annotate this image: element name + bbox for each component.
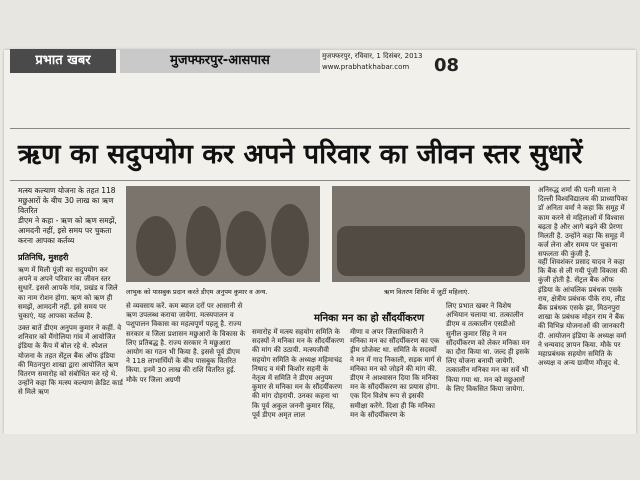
photo-dm-passbook — [126, 186, 320, 282]
photo1-caption: लाभुक को पासबुक प्रदान करते डीएम अनुपम कुमार व अन्य. — [126, 288, 268, 296]
page-number: 08 — [434, 55, 460, 76]
column-1-text: ऋण में मिली पूंजी का सदुपयोग कर अपने व अपने परिवार का जीवन स्तर सुधारें. इससे आपके गांव, प्रखंड व जिले का नाम रोशन होगा. ऋण को ऋण ही समझें, आमदनी नहीं. इसे समय पर चुकाएं, यह आपका कर्तव्य है. — [18, 266, 118, 321]
masthead — [10, 47, 310, 75]
headline-bottom-rule — [10, 180, 630, 181]
headline-top-rule — [10, 128, 630, 129]
background-top — [0, 0, 640, 50]
column-5-text: लिए प्रभात खबर ने विशेष अभियान चलाया था. तत्कालीन डीएम व तत्कालीन एसडीओ सुनील कुमार सिंह ने मन सौंदर्यीकरण को लेकर मनिका मन का दौरा किया था. जल्द ही इसके लिए योजना बनायी जायेगी. तत्कालीन मनिका मन का सर्वे भी किया गया था. मन को मछुआरों के लिए विकसित किया जायेगा. — [446, 302, 530, 393]
column-6b-text: वहीं शिवशंकर प्रसाद यादव ने कहा कि बैंक से ली गयी पूंजी विकास की कुंजी होती है. सेंट्रल बैंक ऑफ इंडिया के आंचलिक प्रबंधक एसके राय, क्षेत्रीय प्रबंधक पीके राय, लीड बैंक प्रबंधक एसके झा, मिठनपुरा शाखा के प्रबंधक मोहन राम ने बैंक की विभिन्न योजनाओं की जानकारी दी. आयोजन इंडिया के अध्यक्ष वर्मा ने धन्यवाद ज्ञापन किया. मौके पर महाप्रबंधक सहयोग समिति के अध्यक्ष व अन्य ग्रामीण मौजूद थे. — [538, 258, 628, 368]
brand-logo: प्रभात खबर — [10, 49, 116, 73]
byline: प्रतिनिधि, मुशहरी — [18, 253, 69, 262]
section-banner: मुजफ्फरपुर-आसपास — [120, 49, 320, 73]
column-1b-text: उक्त बातें डीएम अनुपम कुमार ने कहीं. वे शनिवार को मैंगोलिया गांव में आयोजित इंडिया के कैंप में बोल रहे थे. स्पेशल योजना के तहत सेंट्रल बैंक ऑफ इंडिया की मिठनपुरा शाखा द्वारा आयोजित ऋण वितरण समारोह को संबोधित कर रहे थे. उन्होंने कहा कि मत्स्य कल्याण क्रेडिट कार्ड से मिले ऋण — [18, 324, 123, 397]
background-bottom — [0, 434, 640, 480]
column-4-text: मीणा व अपर जिलाधिकारी ने मनिका मन का सौंदर्यीकरण का एक ड्रीम प्रोजेक्ट था. समिति के सदस्यों ने मन में गाद निकाली, सड़क मार्ग से मनिका मन को जोड़ने की मांग की. डीएम ने आश्वासन दिया कि मनिका मन के सौंदर्यीकरण का प्रयास होगा. एक दिन विशेष रूप से इसकी समीक्षा करेंगे. दिशा ही कि मनिका मन के सौंदर्यीकरण के — [350, 328, 442, 419]
column-3-text: समारोह में मत्स्य सहयोग समिति के सदस्यों ने मनिका मन के सौंदर्यीकरण की मांग की उठायी. मत्स्यजीवी सहयोग समिति के अध्यक्ष महिमाचंद्र निषाद व मंत्री किशोर सहनी के नेतृत्व में समिति ने डीएम अनुपम कुमार से मनिका मन के सौंदर्यीकरण की मांग दोहरायी. उनका कहना था कि पूर्व अकुल जननी कुमार सिंह, पूर्व डीएम अमृत लाल — [252, 328, 345, 419]
column-6-text: अनिरुद्ध शर्मा की पत्नी माला ने दिल्ली विश्वविद्यालय की प्राध्यापिका डॉ अनिता वर्मा ने कहा कि समूह में काम करने से महिलाओं में विश्वास बढ़ता है और आगे बढ़ने की प्रेरणा मिलती है. उन्होंने कहा कि समूह में कर्ज लेना और समय पर चुकाना सफलता की कुंजी है. — [538, 186, 628, 259]
subheading: मनिका मन का हो सौंदर्यीकरण — [314, 313, 425, 324]
photo-women-gathering — [332, 186, 530, 282]
website: www.prabhatkhabar.com — [322, 63, 410, 71]
column-2-text: से व्यवसाय करें. कम ब्याज दरों पर आसानी से ऋण उपलब्ध कराया जायेगा. मत्स्यपालन व पशुपालन विकास का महत्वपूर्ण पहलू है. राज्य सरकार व जिला प्रशासन मछुआरों के विकास के लिए प्रतिबद्ध है. राज्य सरकार ने मछुआरा आयोग का गठन भी किया है. इससे पूर्व डीएम ने 118 लाभार्थियों के बीच पासबुक वितरित किया. इनमें 30 लाख की राशि वितरित हुई. मौके पर जिला अग्रणी — [126, 302, 246, 384]
photo2-caption: ऋण वितरण शिविर में जुटीं महिलाएं. — [384, 288, 470, 296]
bullet-point-1: मत्स्य कल्याण योजना के तहत 118 मछुआरों के बीच 30 लाख का ऋण वितरित — [18, 186, 116, 215]
page-headline: ऋण का सदुपयोग कर अपने परिवार का जीवन स्तर सुधारें — [18, 139, 583, 170]
bullet-point-2: डीएम ने कहा - ऋण को ऋण समझें, आमदनी नहीं, इसे समय पर चुकता करना आपका कर्तव्य — [18, 216, 117, 245]
dateline: मुजफ्फरपुर, रविवार, 1 दिसंबर, 2013 — [322, 52, 423, 60]
